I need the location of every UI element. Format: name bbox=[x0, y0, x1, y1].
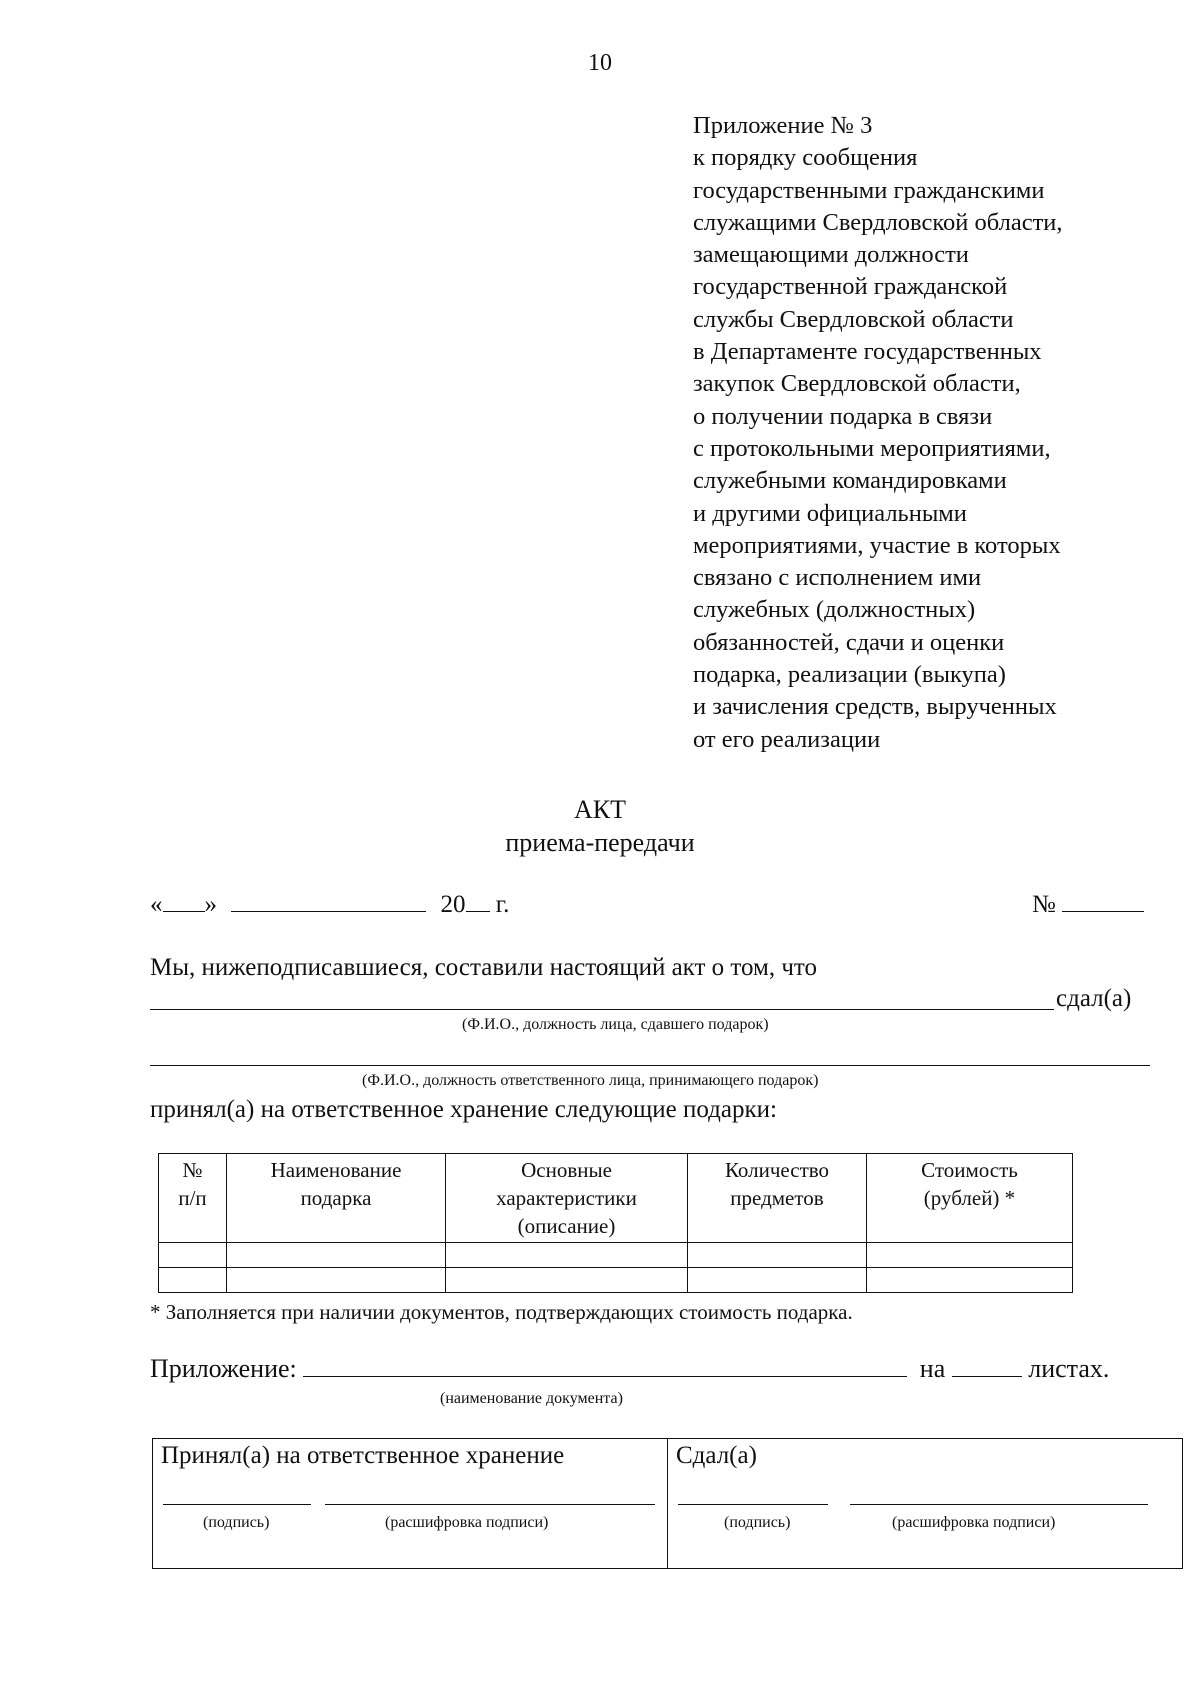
table-cell[interactable] bbox=[159, 1268, 227, 1293]
table-cell[interactable] bbox=[159, 1243, 227, 1268]
header-line: Количество bbox=[724, 1158, 830, 1182]
table-cell[interactable] bbox=[688, 1268, 867, 1293]
header-line: характеристики bbox=[496, 1186, 637, 1210]
appendix-line: мероприятиями, участие в которых bbox=[693, 531, 1061, 559]
act-subtitle: приема-передачи bbox=[505, 828, 695, 857]
appendix-line: о получении подарка в связи bbox=[693, 402, 993, 430]
appendix-reference bbox=[693, 110, 1173, 756]
attachment-line bbox=[150, 1352, 1109, 1384]
giver-decoding-field[interactable] bbox=[850, 1504, 1148, 1505]
receiver-signature-field[interactable] bbox=[163, 1504, 311, 1505]
intro-text: Мы, нижеподписавшиеся, составили настоящий акт о том, что bbox=[150, 954, 818, 981]
header-line: п/п bbox=[178, 1186, 207, 1210]
header-line: (описание) bbox=[517, 1214, 616, 1238]
col-header-cost bbox=[867, 1154, 1073, 1243]
footnote: * Заполняется при наличии документов, подтверждающих стоимость подарка. bbox=[150, 1300, 853, 1324]
appendix-line: и другими официальными bbox=[693, 499, 967, 527]
receiver-field[interactable] bbox=[150, 1065, 1150, 1066]
appendix-line: служебных (должностных) bbox=[693, 596, 976, 624]
header-line: (рублей) * bbox=[923, 1186, 1016, 1210]
appendix-line: подарка, реализации (выкупа) bbox=[693, 661, 1006, 689]
gave-label: сдал(а) bbox=[1056, 985, 1132, 1012]
appendix-line: государственными гражданскими bbox=[693, 176, 1045, 204]
appendix-line: связано с исполнением ими bbox=[693, 564, 982, 592]
appendix-line: закупок Свердловской области, bbox=[693, 370, 1021, 398]
appendix-line: замещающими должности bbox=[693, 241, 969, 269]
decoding-caption: (расшифровка подписи) bbox=[892, 1514, 1056, 1531]
appendix-line: от его реализации bbox=[693, 725, 881, 753]
attachment-label: Приложение: bbox=[150, 1354, 297, 1383]
signature-caption: (подпись) bbox=[724, 1514, 791, 1531]
table-header-row bbox=[159, 1154, 1073, 1243]
header-line: № bbox=[182, 1158, 203, 1182]
col-header-number bbox=[159, 1154, 227, 1243]
table-cell[interactable] bbox=[867, 1243, 1073, 1268]
header-line: Наименование bbox=[270, 1158, 402, 1182]
header-line: Стоимость bbox=[921, 1158, 1018, 1182]
header-line: предметов bbox=[730, 1186, 824, 1210]
attachment-caption: (наименование документа) bbox=[440, 1390, 623, 1407]
appendix-line: служебными командировками bbox=[693, 467, 1007, 495]
table-cell[interactable] bbox=[867, 1268, 1073, 1293]
appendix-line: службы Свердловской области bbox=[693, 305, 1014, 333]
signature-table bbox=[152, 1438, 1183, 1569]
appendix-line: Приложение № 3 bbox=[693, 112, 873, 139]
receiver-caption: (Ф.И.О., должность ответственного лица, принимающего подарок) bbox=[362, 1072, 819, 1089]
accepted-text: принял(а) на ответственное хранение следующие подарки: bbox=[150, 1096, 777, 1123]
attachment-sheets: листах. bbox=[1028, 1354, 1110, 1383]
table-row bbox=[159, 1243, 1073, 1268]
table-cell[interactable] bbox=[227, 1243, 446, 1268]
giver-signature-cell bbox=[668, 1476, 1183, 1569]
year-suffix: г. bbox=[489, 891, 510, 918]
appendix-line: и зачисления средств, вырученных bbox=[693, 693, 1057, 721]
table-cell[interactable] bbox=[446, 1268, 688, 1293]
month-field[interactable] bbox=[231, 887, 426, 912]
col-header-quantity bbox=[688, 1154, 867, 1243]
close-quote: » bbox=[204, 891, 217, 918]
appendix-line: обязанностей, сдачи и оценки bbox=[693, 628, 1005, 656]
signature-header-row bbox=[153, 1439, 1183, 1477]
col-header-characteristics bbox=[446, 1154, 688, 1243]
year-field[interactable] bbox=[466, 887, 490, 912]
signature-caption: (подпись) bbox=[203, 1514, 270, 1531]
header-line: Основные bbox=[521, 1158, 612, 1182]
appendix-line: с протокольными мероприятиями, bbox=[693, 434, 1051, 462]
table-row bbox=[159, 1268, 1073, 1293]
receiver-decoding-field[interactable] bbox=[325, 1504, 655, 1505]
receiver-signature-cell bbox=[153, 1476, 668, 1569]
receiver-heading: Принял(а) на ответственное хранение bbox=[153, 1439, 668, 1477]
gifts-table bbox=[158, 1153, 1073, 1293]
date-line bbox=[150, 887, 509, 919]
decoding-caption: (расшифровка подписи) bbox=[385, 1514, 549, 1531]
day-field[interactable] bbox=[163, 887, 205, 912]
appendix-line: к порядку сообщения bbox=[693, 144, 918, 172]
attachment-on: на bbox=[919, 1354, 946, 1383]
page-number: 10 bbox=[588, 50, 612, 76]
appendix-line: служащими Свердловской области, bbox=[693, 208, 1063, 236]
giver-caption: (Ф.И.О., должность лица, сдавшего подарок) bbox=[462, 1016, 769, 1033]
header-line: подарка bbox=[300, 1186, 372, 1210]
attachment-sheets-field[interactable] bbox=[952, 1352, 1022, 1377]
giver-signature-field[interactable] bbox=[678, 1504, 828, 1505]
giver-field[interactable] bbox=[150, 1009, 1054, 1010]
table-cell[interactable] bbox=[688, 1243, 867, 1268]
col-header-name bbox=[227, 1154, 446, 1243]
number-label: № bbox=[1032, 891, 1056, 918]
table-cell[interactable] bbox=[446, 1243, 688, 1268]
open-quote: « bbox=[150, 891, 163, 918]
appendix-line: государственной гражданской bbox=[693, 273, 1008, 301]
act-title: АКТ bbox=[574, 795, 626, 824]
appendix-line: в Департаменте государственных bbox=[693, 338, 1042, 366]
attachment-document-field[interactable] bbox=[303, 1352, 907, 1377]
giver-heading: Сдал(а) bbox=[668, 1439, 1183, 1477]
table-cell[interactable] bbox=[227, 1268, 446, 1293]
act-number-field[interactable] bbox=[1062, 887, 1144, 912]
signature-body-row bbox=[153, 1476, 1183, 1569]
year-prefix: 20 bbox=[440, 891, 466, 918]
act-number-line bbox=[1032, 887, 1144, 919]
